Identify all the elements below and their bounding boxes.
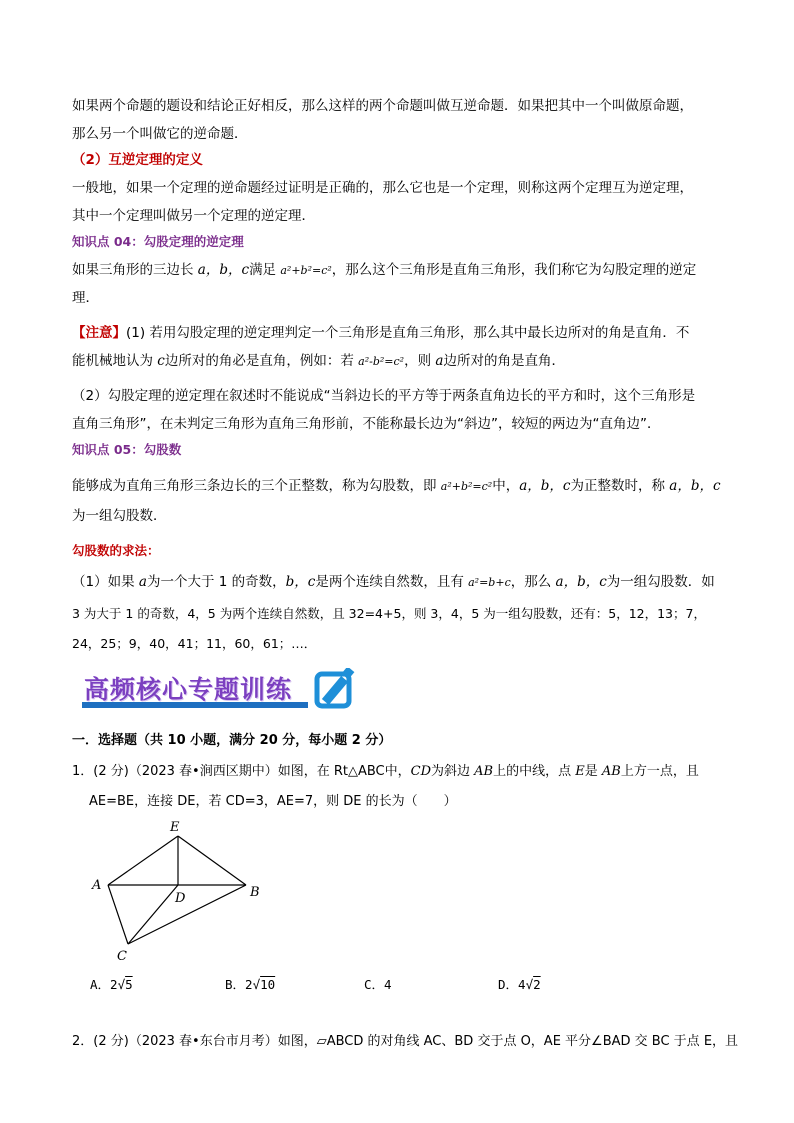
heading-knowledge-point-05: 知识点 05：勾股数 [72,442,182,457]
label-E: E [170,820,180,835]
heading-converse-theorem-definition: （2）互逆定理的定义 [72,152,203,168]
paragraph-note-1: 【注意】(1) 若用勾股定理的逆定理判定一个三角形是直角三角形，那么其中最长边所对的角是直角．不 [72,325,690,341]
option-a[interactable]: A．2√5 [90,977,133,992]
segment-CD [128,885,178,944]
question-1-text: 1．(2 分)（2023 春•涧西区期中）如图，在 Rt△ABC中，CD为斜边 AB上的中线，点 E是 AB上方一点，且 [72,764,699,779]
question-1-text-cont: AE=BE，连接 DE，若 CD=3，AE=7，则 DE 的长为（ ） [89,794,457,809]
banner-title: 高频核心专题训练 [84,675,293,704]
segment-CB [128,885,246,944]
option-b[interactable]: B．2√10 [225,977,276,992]
heading-multiple-choice: 一．选择题（共 10 小题，满分 20 分，每小题 2 分） [72,733,392,748]
label-A: A [92,878,102,893]
note-tag: 【注意】 [72,325,126,341]
segment-AC [108,885,128,944]
paragraph-pythagorean-converse: 如果三角形的三边长 a，b，c满足 a²+b²=c²，那么这个三角形是直角三角形，我们称它为勾股定理的逆定 [72,262,697,278]
question-1-figure [86,818,276,966]
segment-AE [108,836,178,885]
heading-triple-method: 勾股数的求法： [72,543,160,558]
paragraph-method-1-cont: 3 为大于 1 的奇数，4，5 为两个连续自然数，且 32=4+5，则 3，4，5 为一组勾股数，还有：5，12，13；7， [72,606,706,621]
segment-EB [178,836,246,885]
edit-icon [314,668,358,710]
option-d[interactable]: D．4√2 [498,977,541,992]
heading-knowledge-point-04: 知识点 04：勾股定理的逆定理 [72,234,244,249]
paragraph-pythagorean-converse-cont: 理． [72,290,99,306]
paragraph-method-1: （1）如果 a为一个大于 1 的奇数，b，c是两个连续自然数，且有 a²=b+c，那么 a，b，c为一组勾股数．如 [72,574,715,590]
paragraph-converse-theorem-cont: 其中一个定理叫做另一个定理的逆定理． [72,208,315,224]
paragraph-note-2-cont: 直角三角形”，在未判定三角形为直角三角形前，不能称最长边为“斜边”，较短的两边为“直角边”． [72,416,661,432]
label-D: D [175,891,186,906]
paragraph-pythagorean-triples: 能够成为直角三角形三条边长的三个正整数，称为勾股数，即 a²+b²=c²中，a，b，c为正整数时，称 a，b，c [72,478,721,494]
paragraph-note-2: （2）勾股定理的逆定理在叙述时不能说成“当斜边长的平方等于两条直角边长的平方和时，这个三角形是 [72,388,696,404]
paragraph-converse-propositions-cont: 那么另一个叫做它的逆命题． [72,126,248,142]
label-C: C [117,949,127,964]
option-c[interactable]: C．4 [364,977,392,992]
paragraph-converse-theorem: 一般地，如果一个定理的逆命题经过证明是正确的，那么它也是一个定理，则称这两个定理互为逆定理， [72,180,693,196]
label-B: B [250,885,260,900]
paragraph-method-1-cont2: 24，25；9，40，41；11，60，61；…． [72,636,317,651]
question-2-text: 2．(2 分)（2023 春•东台市月考）如图，▱ABCD 的对角线 AC、BD 交于点 O，AE 平分∠BAD 交 BC 于点 E，且 [72,1034,739,1049]
paragraph-converse-propositions: 如果两个命题的题设和结论正好相反，那么这样的两个命题叫做互逆命题．如果把其中一个叫做原命题， [72,98,693,114]
paragraph-pythagorean-triples-cont: 为一组勾股数． [72,508,167,524]
paragraph-note-1-cont: 能机械地认为 c边所对的角必是直角，例如：若 a²-b²=c²，则 a边所对的角是直角． [72,353,565,369]
section-banner [82,664,364,716]
